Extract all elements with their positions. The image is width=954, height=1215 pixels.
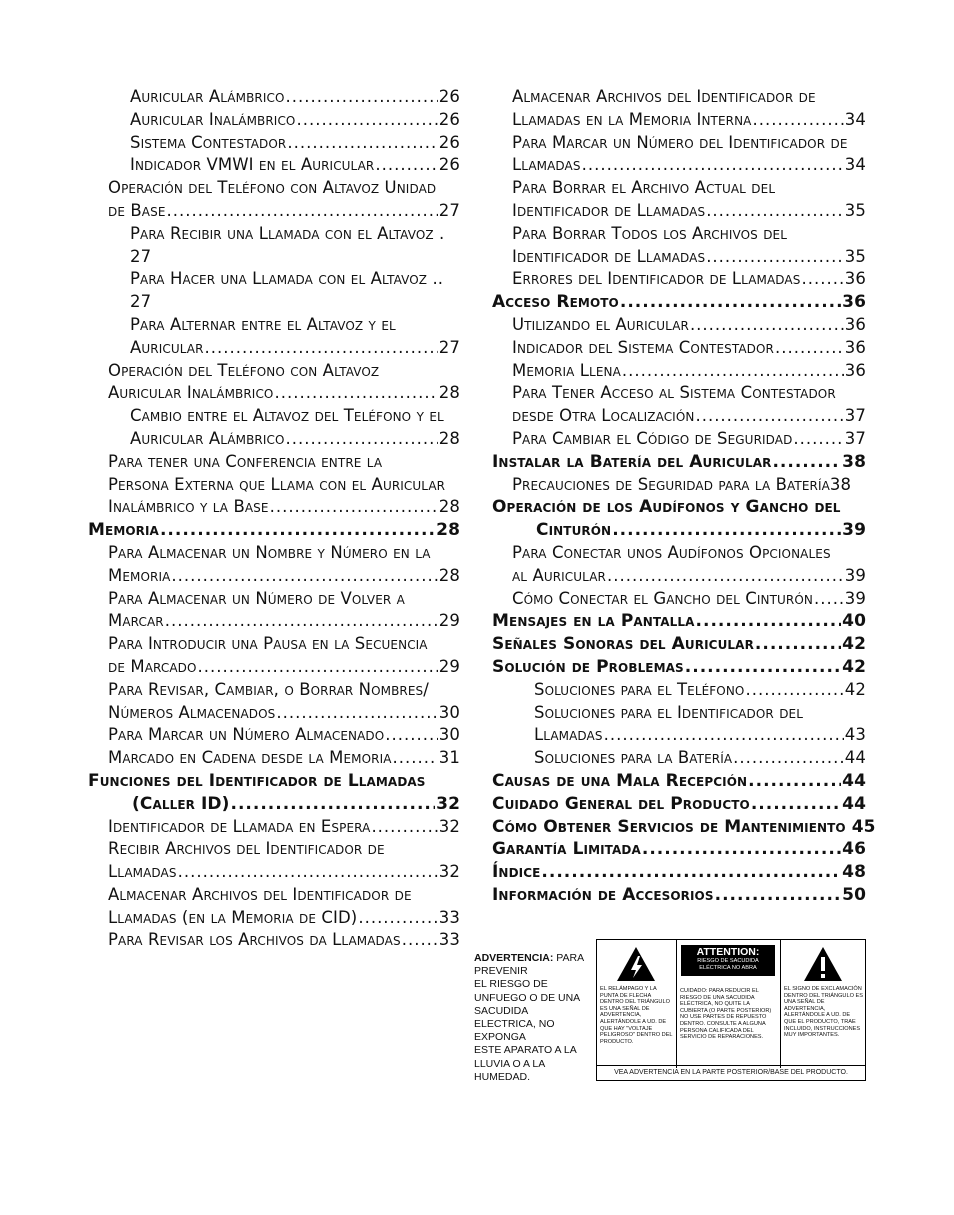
dot-leader [814,588,844,611]
toc-entry-line [88,200,460,223]
toc-entry-title: Inalámbrico y la Base [108,497,269,517]
dot-leader [165,610,438,633]
toc-entry-title: Soluciones para la Batería [534,748,733,768]
toc-entry-title: de Base [108,200,166,220]
toc-entry-title: Para Alternar entre el Altavoz y el [130,314,396,334]
page-number: 35 [844,200,866,220]
dot-leader [775,337,844,360]
page-number: 33 [438,930,460,950]
dot-leader [733,747,844,770]
toc-entry [88,679,460,725]
toc-entry-title: Cuidado General del Producto [492,793,750,814]
toc-entry-title: Para Almacenar un Nombre y Número en la [108,542,431,562]
page-number: 36 [844,337,866,357]
dot-leader [612,519,841,542]
toc-entry [88,405,460,451]
toc-entry-title: Llamadas [512,155,581,175]
toc-entry-title: Auricular Alámbrico [130,87,285,106]
toc-entry [492,679,866,702]
toc-entry-title: Persona Externa que Llama con el Auricular [108,474,446,494]
toc-entry-title: Para Recibir una Llamada con el Altavoz . [130,223,445,243]
toc-entry [492,656,866,679]
toc-entry [492,838,866,861]
toc-entry-line [492,246,866,269]
dot-leader [755,633,841,656]
toc-entry-title: Causas de una Mala Recepción [492,770,748,791]
page-number: 42 [844,679,866,699]
page-number: 37 [844,406,866,426]
toc-entry [492,793,866,816]
toc-entry-title: Soluciones para el Teléfono [534,679,745,699]
attention-title: ATTENTION: [696,946,760,958]
toc-entry-line [88,702,460,725]
dot-leader [286,86,438,109]
toc-entry [492,177,866,223]
warning-line: EXPONGA [474,1031,526,1044]
toc-entry [492,291,866,314]
dot-leader [270,496,438,519]
dot-leader [772,451,841,474]
page-number: 46 [842,839,866,860]
toc-entry-line [88,428,460,451]
page-number: 32 [438,862,460,882]
toc-entry-line [88,154,460,177]
toc-entry [88,633,460,679]
toc-entry-title: Auricular Inalámbrico [108,383,274,403]
toc-entry-line [492,793,866,816]
toc-entry-title: 27 [130,246,152,266]
dot-leader [287,132,437,155]
toc-entry-title: Almacenar Archivos del Identificador de [512,87,816,106]
toc-entry [492,747,866,770]
toc-entry-title: Indicador del Sistema Contestador [512,337,774,357]
toc-entry [88,519,460,542]
toc-entry-title: Funciones del Identificador de Llamadas [88,770,426,791]
toc-entry-title: Operación de los Audífonos y Gancho del [492,497,841,518]
toc-entry-title: Acceso Remoto [492,292,619,313]
toc-entry-title: Llamadas (en la Memoria de CID) [108,907,358,927]
toc-entry-line [492,268,866,291]
toc-entry-line [88,337,460,360]
attention-right-text: EL SIGNO DE EXCLAMACIÓN DENTRO DEL TRIÁNGULO ES UNA SEÑAL DE ADVERTENCIA, ALERTÁNDOLE A UD. DE QUE EL PRODUCTO, TRAE INCLUIDO, INSTRUCCIONES MUY IMPORTANTES. [784,986,863,1039]
page-number: 38 [842,451,866,472]
toc-entry [88,929,460,952]
page-number: 28 [438,428,460,448]
dot-leader [274,382,437,405]
toc-entry-title: Números Almacenados [108,702,276,722]
toc-entry [88,838,460,884]
page-number: 29 [438,656,460,676]
toc-entry-title: Auricular Alámbrico [130,428,285,448]
toc-entry [88,223,460,269]
toc-entry [88,314,460,360]
dot-leader [286,428,438,451]
page-number: 26 [438,87,460,106]
toc-entry-title: Cómo Obtener Servicios de Mantenimiento 45 [492,816,876,837]
toc-entry [88,360,460,406]
toc-entry [492,702,866,748]
dot-leader [604,724,844,747]
toc-entry-line [492,405,866,428]
warning-line: EL RIESGO DE [474,978,548,991]
toc-entry-title: Mensajes en la Pantalla [492,611,695,632]
toc-entry [492,816,876,839]
dot-leader [690,314,844,337]
toc-entry [88,884,460,930]
toc-entry-line [492,633,866,656]
dot-leader [715,884,842,907]
toc-entry-title: Memoria [88,520,159,541]
toc-entry-line [88,747,460,770]
toc-entry-line [88,382,460,405]
page-number: 33 [438,907,460,927]
toc-entry [492,770,866,793]
toc-entry-line [492,610,866,633]
warning-line: LLUVIA O A LA [474,1057,546,1070]
toc-entry-title: de Marcado [108,656,197,676]
toc-entry-title: Para tener una Conferencia entre la [108,451,383,471]
page-number: 35 [844,246,866,266]
toc-entry-title: Llamadas en la Memoria Interna [512,109,752,129]
dot-leader [696,610,842,633]
toc-entry-line [88,656,460,679]
toc-entry [492,337,866,360]
toc-entry [492,610,866,633]
toc-entry-line [492,200,866,223]
toc-entry [88,724,460,747]
toc-entry [492,223,866,269]
page-number: 26 [438,155,460,175]
toc-entry [492,496,866,542]
toc-entry-line [492,154,866,177]
attention-middle-text: CUIDADO: PARA REDUCIR EL RIESGO DE UNA SACUDIDA ELÉCTRICA, NO QUITE LA CUBIERTA (O PARTE POSTERIOR) NO USE PARTES DE REPUESTO DENTRO. CONSULTE A ALGUNA PERSONA CALIFICADA DEL SERVICIO DE REPARACIONES. [680,988,772,1041]
toc-entry-title: Auricular [130,337,204,357]
toc-entry-title: Garantía Limitada [492,839,641,860]
toc-entry-title: Almacenar Archivos del Identificador de [108,884,412,904]
page-number: 44 [842,770,866,791]
toc-entry-line [492,588,866,611]
toc-entry-title: Para Marcar un Número Almacenado [108,725,385,745]
toc-entry [88,588,460,634]
toc-entry [88,177,460,223]
dot-leader [178,861,438,884]
toc-entry-line [88,610,460,633]
toc-entry-line [492,861,866,884]
toc-entry-line [492,747,866,770]
toc-entry [492,474,866,497]
toc-entry-title: Para Revisar, Cambiar, o Borrar Nombres/ [108,679,429,699]
page-number: 44 [842,793,866,814]
warning-line: SACUDIDA [474,1004,529,1017]
toc-entry-line [88,861,460,884]
warning-lead-rest: PARA [553,952,585,964]
toc-entry-title: Identificador de Llamadas [512,200,706,220]
page-number: 27 [438,337,460,357]
toc-entry-title: Para Revisar los Archivos da Llamadas [108,930,401,950]
dot-leader [748,770,841,793]
page-number: 39 [844,565,866,585]
page-number: 36 [844,360,866,380]
toc-entry-title: Sistema Contestador [130,132,287,152]
toc-entry [88,86,460,109]
toc-entry-title: Cómo Conectar el Gancho del Cinturón [512,588,813,608]
toc-entry-line [88,496,460,519]
page-number: 50 [842,884,866,905]
toc-entry-title: Índice [492,862,541,883]
page-number: 30 [438,702,460,722]
page-number: 40 [842,611,866,632]
attention-header [681,945,775,976]
toc-entry [88,109,460,132]
toc-entry [492,861,866,884]
toc-entry-title: Para Tener Acceso al Sistema Contestador [512,383,836,403]
page-number: 32 [438,816,460,836]
page-number: 39 [842,520,866,541]
toc-entry-line [492,884,866,907]
attention-subtitle: RIESGO DE SACUDIDA ELÉCTRICA NO ABRA [697,958,759,971]
toc-entry-title: Memoria [108,565,171,585]
toc-entry-title: Para Conectar unos Audífonos Opcionales [512,542,831,562]
warning-line: ESTE APARATO A LA [474,1044,577,1057]
toc-entry [88,816,460,839]
attention-middle-panel [677,940,781,1068]
lightning-warning-icon [616,946,656,982]
toc-entry-line [492,291,866,314]
toc-entry-line [492,428,866,451]
page-number: 44 [844,748,866,768]
toc-entry [88,770,460,816]
toc-entry [492,382,866,428]
dot-leader [685,656,841,679]
attention-box [596,939,866,1081]
toc-entry-title: desde Otra Localización [512,406,695,426]
page-number: 30 [438,725,460,745]
dot-leader [793,428,843,451]
page-number: 34 [844,155,866,175]
dot-leader [205,337,438,360]
toc-entry-title: Memoria Llena [512,360,621,380]
toc-entry-title: Para Cambiar el Código de Seguridad [512,428,793,448]
toc-entry-line [88,816,460,839]
toc-entry-line [492,519,866,542]
toc-entry-title: Utilizando el Auricular [512,314,689,334]
toc-entry-line [492,656,866,679]
toc-entry [492,542,866,588]
toc-entry-line [492,451,866,474]
page-number: 31 [438,748,460,768]
dot-leader [642,838,841,861]
page-number: 29 [438,611,460,631]
toc-entry-title: Llamadas [534,725,603,745]
toc-entry [492,884,866,907]
warning-line: UNFUEGO O DE UNA [474,991,581,1004]
toc-entry [492,132,866,178]
toc-entry-line [492,565,866,588]
toc-entry-line [492,360,866,383]
toc-entry [492,360,866,383]
dot-leader [541,861,841,884]
dot-leader [231,793,436,816]
dot-leader [371,816,437,839]
page-number: 48 [842,862,866,883]
warning-line: HUMEDAD. [474,1070,531,1083]
attention-left-text: EL RELÁMPAGO Y LA PUNTA DE FLECHA DENTRO DEL TRIÁNGULO ES UNA SEÑAL DE ADVERTENCIA, ALERTÁNDOLE A UD. DE QUE HAY "VOLTAJE PELIGROSO" DENTRO DEL PRODUCTO. [600,986,673,1045]
toc-entry-title: Para Marcar un Número del Identificador de [512,132,848,152]
page-number: 37 [844,428,866,448]
page-number: 26 [438,109,460,129]
toc-entry-title: Marcar [108,611,164,631]
page-number: 36 [844,314,866,334]
dot-leader [171,565,437,588]
toc-entry-title: Cinturón [536,520,612,541]
dot-leader [622,360,844,383]
page-number: 36 [844,269,866,289]
toc-entry-title: Errores del Identificador de Llamadas [512,269,801,289]
toc-entry-line [492,724,866,747]
dot-leader [276,702,437,725]
page-number: 32 [436,793,460,814]
attention-right-panel [781,940,865,1068]
page-number: 34 [844,109,866,129]
toc-entry-line [88,519,460,542]
toc-entry-title: Identificador de Llamada en Espera [108,816,371,836]
toc-entry-title: Instalar la Batería del Auricular [492,451,772,472]
toc-entry-title: Soluciones para el Identificador del [534,702,804,722]
toc-left-column [88,86,460,952]
toc-entry-title: Indicador VMWI en el Auricular [130,155,375,175]
warning-lines [474,965,592,1084]
toc-entry-title: Solución de Problemas [492,656,684,677]
attention-footer: VEA ADVERTENCIA EN LA PARTE POSTERIOR/BASE DEL PRODUCTO. [597,1065,865,1080]
toc-entry-title: (Caller ID) [132,793,230,814]
toc-right-column [492,86,876,907]
toc-entry-title: Operación del Teléfono con Altavoz Unidad [108,178,437,198]
toc-entry [492,588,866,611]
toc-entry [88,268,460,314]
toc-entry-line [492,314,866,337]
toc-entry [492,314,866,337]
toc-entry [492,451,866,474]
toc-entry-line [88,907,460,930]
toc-entry-title: Para Borrar el Archivo Actual del [512,178,776,198]
toc-entry-title: Información de Accesorios [492,884,714,905]
warning-text [474,952,592,1084]
toc-entry-line [492,838,866,861]
toc-entry-line [88,724,460,747]
dot-leader [375,154,437,177]
toc-entry [88,154,460,177]
dot-leader [607,565,844,588]
toc-entry-title: Marcado en Cadena desde la Memoria [108,748,392,768]
toc-entry-title: Señales Sonoras del Auricular [492,634,754,655]
warning-line: PREVENIR [474,965,528,978]
toc-entry-line [492,109,866,132]
toc-entry-title: Llamadas [108,862,177,882]
toc-entry [88,132,460,155]
dot-leader [385,724,438,747]
page-number: 26 [438,132,460,152]
dot-leader [393,747,438,770]
dot-leader [706,246,844,269]
page-number: 42 [842,634,866,655]
toc-entry [88,747,460,770]
dot-leader [582,154,844,177]
page-number: 28 [438,565,460,585]
page-number: 43 [844,725,866,745]
dot-leader [801,268,843,291]
toc-entry-line [88,793,460,816]
toc-entry [492,86,866,132]
toc-entry-title: Identificador de Llamadas [512,246,706,266]
page-number: 42 [842,656,866,677]
dot-leader [695,405,843,428]
dot-leader [160,519,435,542]
toc-entry-line [88,929,460,952]
toc-entry [88,451,460,519]
dot-leader [620,291,841,314]
exclamation-warning-icon [803,946,843,982]
toc-entry-line [88,132,460,155]
dot-leader [751,793,841,816]
warning-lead: ADVERTENCIA: [474,952,554,964]
toc-entry-title: Para Introducir una Pausa en la Secuencia [108,634,428,654]
warning-line: ELECTRICA, NO [474,1018,555,1031]
toc-entry-title: Cambio entre el Altavoz del Teléfono y el [130,406,444,426]
toc-entry-title: Para Hacer una Llamada con el Altavoz .. [130,269,444,289]
dot-leader [752,109,843,132]
toc-entry-title: 27 [130,292,152,312]
toc-entry-line [492,770,866,793]
page-number: 28 [436,520,460,541]
dot-leader [167,200,438,223]
toc-entry [492,633,866,656]
dot-leader [198,656,438,679]
toc-entry-title: al Auricular [512,565,606,585]
page-number: 39 [844,588,866,608]
toc-entry-line [88,86,460,109]
toc-entry-line [88,109,460,132]
page-number: 36 [842,292,866,313]
dot-leader [358,907,437,930]
toc-entry-line [492,679,866,702]
toc-entry-line [88,565,460,588]
toc-entry-title: Precauciones de Seguridad para la Batería38 [512,474,852,494]
toc-entry-title: Auricular Inalámbrico [130,109,296,129]
toc-entry [492,268,866,291]
toc-entry [88,542,460,588]
page-number: 28 [438,497,460,517]
toc-entry-line [492,337,866,360]
toc-entry [492,428,866,451]
dot-leader [706,200,844,223]
page-number: 27 [438,200,460,220]
dot-leader [402,929,438,952]
attention-left-panel [597,940,677,1068]
page-number: 28 [438,383,460,403]
dot-leader [296,109,437,132]
toc-entry-title: Para Borrar Todos los Archivos del [512,223,788,243]
toc-entry-title: Recibir Archivos del Identificador de [108,839,385,859]
toc-entry-title: Para Almacenar un Número de Volver a [108,588,405,608]
toc-entry-title: Operación del Teléfono con Altavoz [108,360,380,380]
dot-leader [745,679,843,702]
